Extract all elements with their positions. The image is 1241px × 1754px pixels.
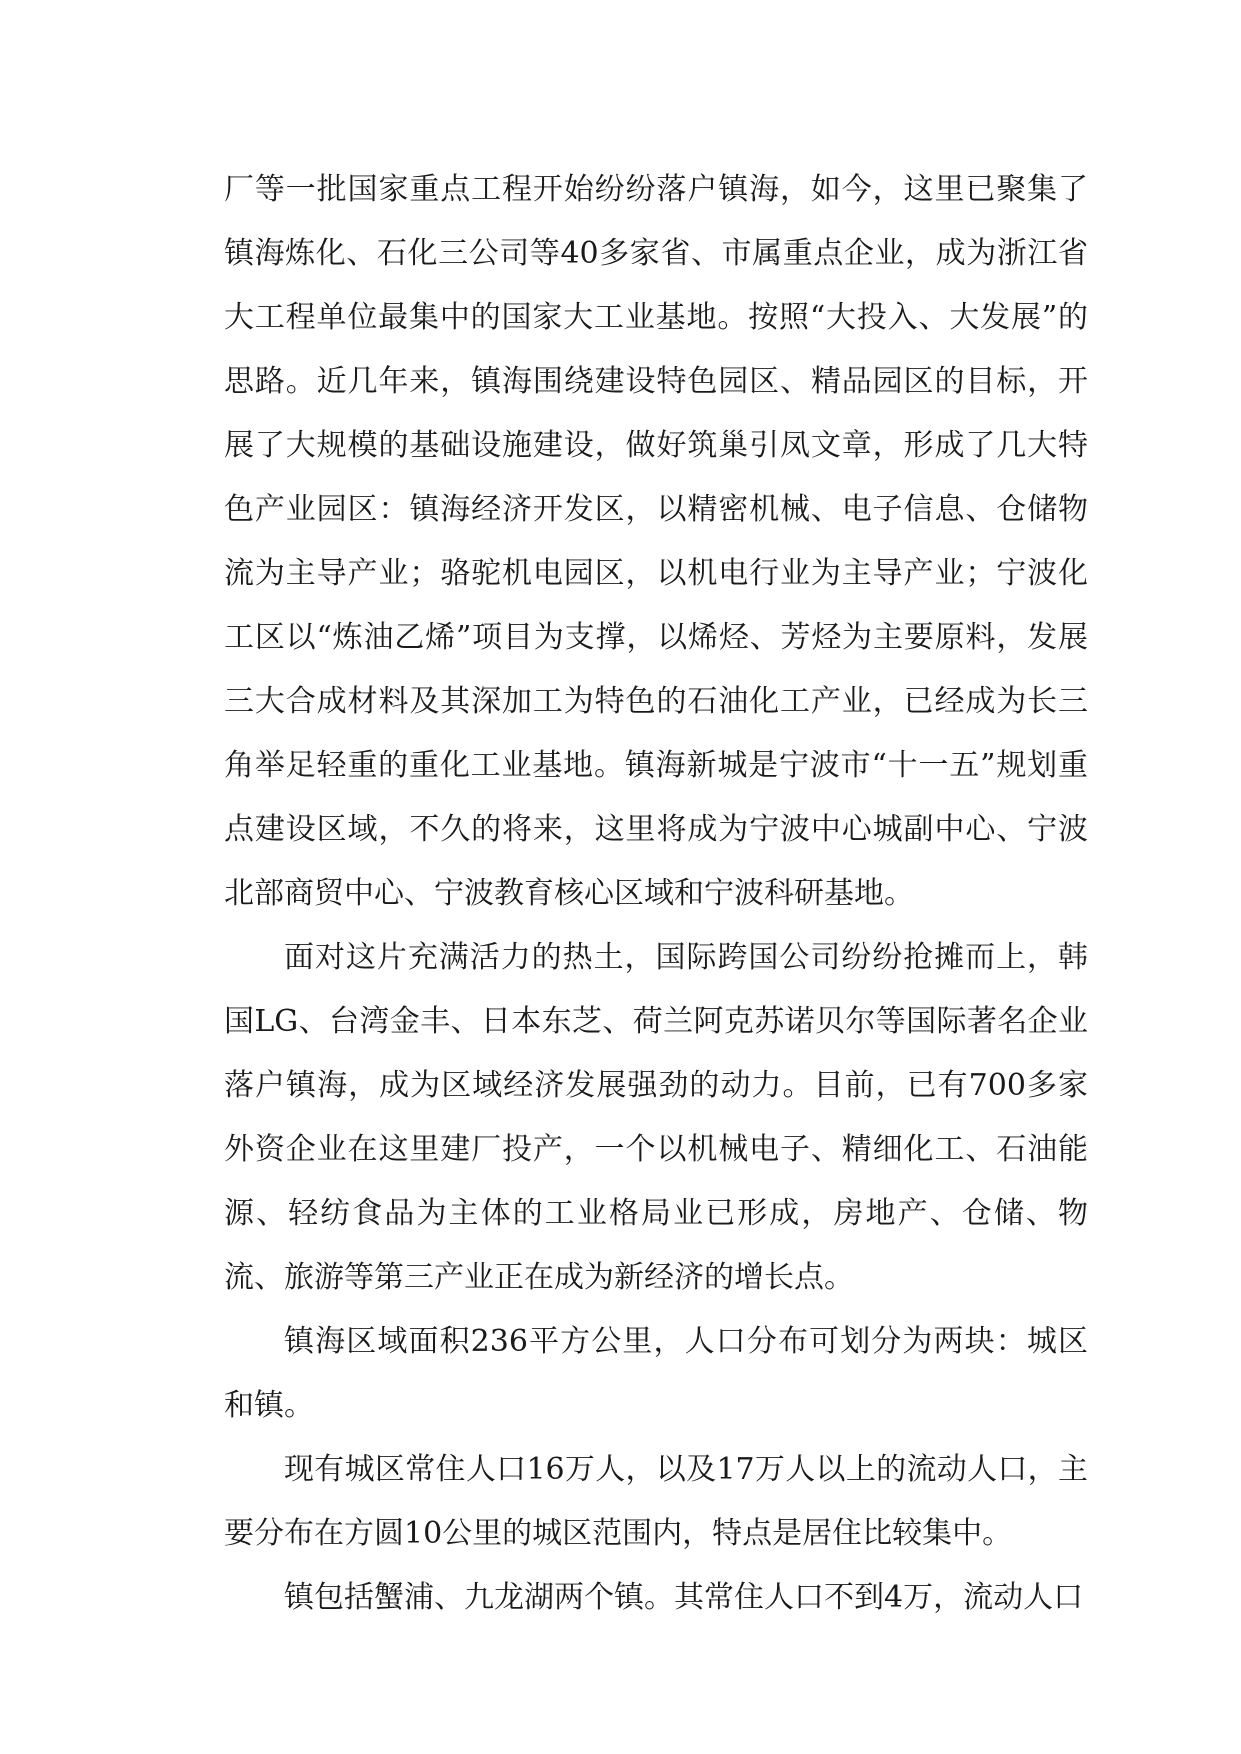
paragraph-foreign-investment: 面对这片充满活力的热土，国际跨国公司纷纷抢摊而上，韩国LG、台湾金丰、日本东芝、荷兰阿克苏诺贝尔等国际著名企业落户镇海，成为区域经济发展强劲的动力。目前，已有700多家外资企业在这里建厂投产，一个以机械电子、精细化工、石油能源、轻纺食品为主体的工业格局业已形成，房地产、仓储、物流、旅游等第三产业正在成为新经济的增长点。 — [224, 940, 1088, 1295]
paragraph-urban-population: 现有城区常住人口16万人，以及17万人以上的流动人口，主要分布在方圆10公里的城区范围内，特点是居住比较集中。 — [224, 1452, 1088, 1551]
body-text — [224, 158, 1088, 1630]
paragraph-area: 镇海区域面积236平方公里，人口分布可划分为两块：城区和镇。 — [224, 1324, 1088, 1423]
paragraph-towns: 镇包括蟹浦、九龙湖两个镇。其常住人口不到4万，流动人口 — [284, 1580, 1084, 1615]
paragraph-continuation: 厂等一批国家重点工程开始纷纷落户镇海，如今，这里已聚集了镇海炼化、石化三公司等40多家省、市属重点企业，成为浙江省大工程单位最集中的国家大工业基地。按照“大投入、大发展”的思路。近几年来，镇海围绕建设特色园区、精品园区的目标，开展了大规模的基础设施建设，做好筑巢引凤文章，形成了几大特色产业园区：镇海经济开发区，以精密机械、电子信息、仓储物流为主导产业；骆驼机电园区，以机电行业为主导产业；宁波化工区以“炼油乙烯”项目为支撑，以烯烃、芳烃为主要原料，发展三大合成材料及其深加工为特色的石油化工产业，已经成为长三角举足轻重的重化工业基地。镇海新城是宁波市“十一五”规划重点建设区域，不久的将来，这里将成为宁波中心城副中心、宁波北部商贸中心、宁波教育核心区域和宁波科研基地。 — [224, 172, 1088, 911]
